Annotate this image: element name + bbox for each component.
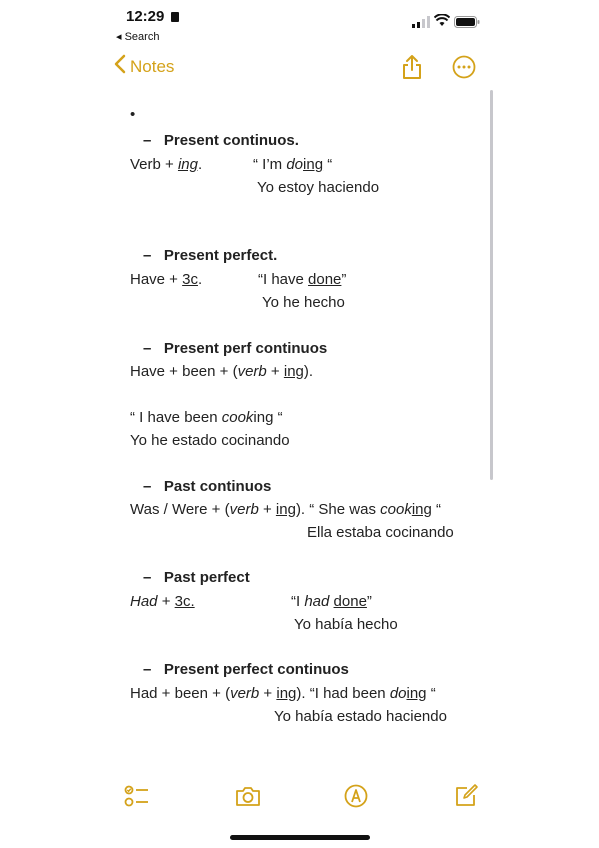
back-label: Notes <box>130 56 175 76</box>
formula-part: ing <box>276 685 297 702</box>
heading-text: Present perfect continuos <box>163 661 349 678</box>
translation: Yo había hecho <box>294 616 398 633</box>
heading-text: Present perfect. <box>163 247 278 264</box>
formula-part: verb <box>230 685 260 702</box>
formula-line <box>130 156 202 173</box>
quote-part: had <box>304 593 330 610</box>
compose-icon[interactable] <box>453 783 479 809</box>
example-quote <box>291 593 372 610</box>
formula-part: verb <box>237 363 267 380</box>
formula-part: 3c <box>182 271 198 288</box>
formula-part: ). <box>303 363 314 380</box>
wifi-icon <box>434 14 450 27</box>
formula-part: ing <box>275 501 296 518</box>
scrollbar[interactable] <box>490 90 493 480</box>
formula-part: ing <box>406 685 427 702</box>
battery-icon <box>454 15 480 27</box>
heading-text: Past perfect <box>163 569 250 586</box>
quote-part: “ I have been <box>130 409 222 426</box>
formula-part: ing <box>283 363 304 380</box>
formula-part: . <box>197 156 203 173</box>
camera-icon[interactable] <box>234 783 262 809</box>
share-icon[interactable] <box>401 54 423 80</box>
quote-part: cook <box>221 409 254 426</box>
formula-part: ). “I had been <box>296 685 390 702</box>
formula-part: + <box>258 501 276 518</box>
quote-part: “I have <box>258 271 309 288</box>
quote-part: done <box>333 593 367 610</box>
more-options-icon[interactable] <box>452 55 476 79</box>
formula-part: + <box>266 363 284 380</box>
quote-part: ” <box>366 593 372 610</box>
markup-icon[interactable] <box>343 783 369 809</box>
formula-part: “ <box>426 685 436 702</box>
quote-part: ing “ <box>253 409 283 426</box>
formula-part: Have + <box>130 271 183 288</box>
quote-part: ” <box>341 271 347 288</box>
quote-part: ing <box>303 156 324 173</box>
formula-part: . <box>197 271 203 288</box>
translation: Yo había estado haciendo <box>274 708 447 725</box>
translation: Ella estaba cocinando <box>307 524 454 541</box>
formula-part: 3c. <box>174 593 195 610</box>
example-quote <box>253 156 332 173</box>
back-to-search[interactable]: ◂ Search <box>116 31 160 43</box>
formula-part: do <box>389 685 407 702</box>
section-heading: – Present perfect continuos <box>143 661 349 678</box>
quote-part: “ <box>323 156 333 173</box>
chevron-left-icon <box>114 54 126 79</box>
translation: Yo he hecho <box>262 294 345 311</box>
heading-text: Past continuos <box>163 478 272 495</box>
heading-text: Present perf continuos <box>163 340 328 357</box>
formula-line <box>130 363 313 380</box>
translation: Yo estoy haciendo <box>257 179 380 196</box>
heading-text: Present continuos. <box>163 132 299 149</box>
back-to-notes-button[interactable] <box>114 54 174 79</box>
signal-icon <box>412 15 430 27</box>
formula-part: Have + been + ( <box>130 363 238 380</box>
section-heading: – Present continuos. <box>143 132 299 149</box>
formula-part: Had + been + ( <box>130 685 231 702</box>
formula-part: + <box>157 593 175 610</box>
formula-line <box>130 501 441 518</box>
bullet: • <box>130 106 136 123</box>
translation: Yo he estado cocinando <box>130 432 290 449</box>
formula-part: Had <box>130 593 158 610</box>
example-quote <box>258 271 346 288</box>
quote-part: done <box>308 271 342 288</box>
formula-part: cook <box>380 501 412 518</box>
example-quote <box>130 409 283 426</box>
quote-part: “I <box>291 593 305 610</box>
section-heading: – Present perf continuos <box>143 340 328 357</box>
section-heading: – Past perfect <box>143 569 250 586</box>
formula-part: “ <box>431 501 442 518</box>
formula-part: + <box>259 685 277 702</box>
formula-part: ). “ She was <box>295 501 381 518</box>
lock-icon <box>171 12 179 22</box>
section-heading: – Present perfect. <box>143 247 278 264</box>
formula-part: Verb + <box>130 156 178 173</box>
formula-part: Was / Were + ( <box>130 501 230 518</box>
quote-part: “ I’m <box>253 156 287 173</box>
formula-line <box>130 685 436 702</box>
formula-line <box>130 271 202 288</box>
formula-part: ing <box>411 501 432 518</box>
checklist-icon[interactable] <box>124 783 150 809</box>
formula-part: ing <box>177 156 198 173</box>
section-heading: – Past continuos <box>143 478 272 495</box>
status-time <box>126 8 179 25</box>
quote-part: do <box>286 156 304 173</box>
formula-line <box>130 593 195 610</box>
home-indicator[interactable] <box>230 835 370 840</box>
status-time-text: 12:29 <box>126 8 165 25</box>
formula-part: verb <box>229 501 259 518</box>
